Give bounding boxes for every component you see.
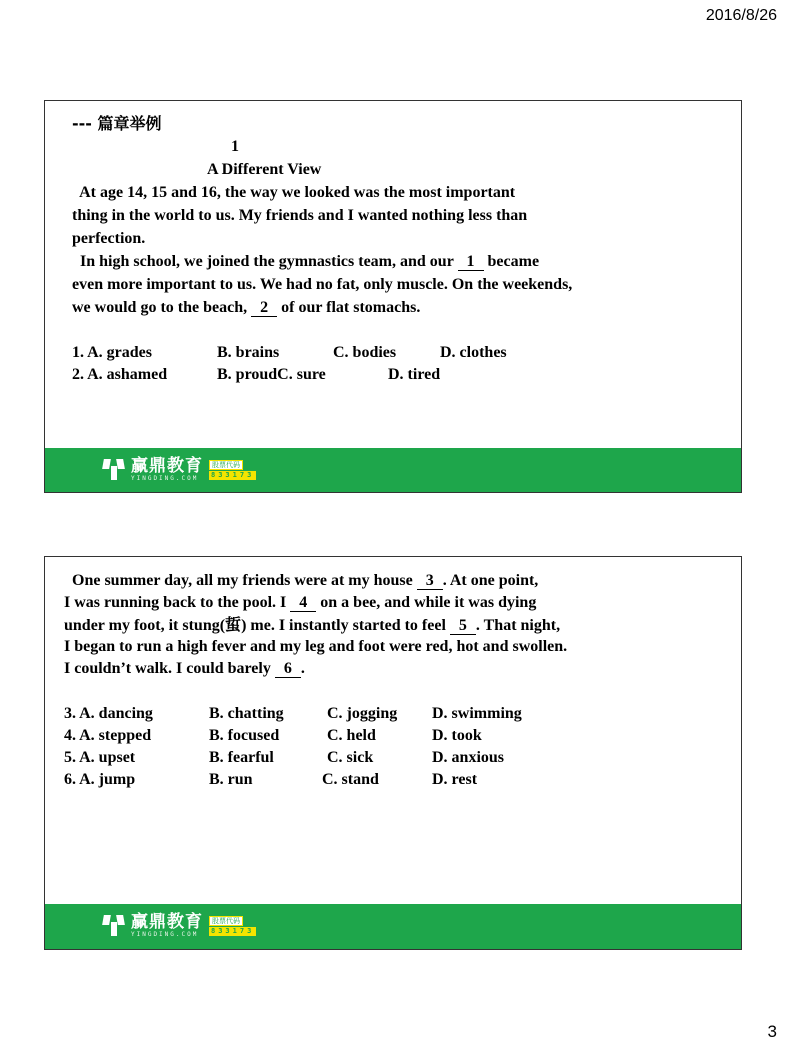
slide-footer-bar bbox=[45, 448, 741, 493]
option-5a: 5. A. upset bbox=[64, 749, 136, 766]
option-4c: C. held bbox=[327, 727, 376, 744]
passage-line: At age 14, 15 and 16, the way we looked was the most important bbox=[72, 184, 516, 201]
passage-title: A Different View bbox=[207, 161, 322, 178]
option-2d: D. tired bbox=[388, 366, 441, 383]
passage-line: I began to run a high fever and my leg and foot were red, hot and swollen. bbox=[64, 638, 568, 655]
text-segment: In high school, we joined the gymnastics team, and our bbox=[72, 253, 458, 270]
page-number: 3 bbox=[767, 1022, 777, 1041]
text-segment: under my foot, it stung( bbox=[64, 617, 226, 634]
text-segment: I couldn’t walk. I could barely bbox=[64, 660, 275, 677]
stock-code: 833173 bbox=[211, 471, 255, 479]
blank-6: 6 bbox=[275, 660, 301, 678]
option-4b: B. focused bbox=[209, 727, 280, 744]
blank-3: 3 bbox=[417, 572, 443, 590]
passage-line bbox=[64, 659, 305, 679]
slide-2 bbox=[44, 556, 742, 950]
text-segment: . bbox=[300, 660, 305, 677]
text-segment: became bbox=[483, 253, 540, 270]
option-3a: 3. A. dancing bbox=[64, 705, 153, 722]
date-stamp: 2016/8/26 bbox=[705, 7, 777, 24]
brand-name: 赢鼎教育 bbox=[131, 456, 203, 476]
option-6b: B. run bbox=[209, 771, 253, 788]
slide-footer-bar bbox=[45, 904, 741, 949]
text-segment: on a bee, and while it was dying bbox=[316, 594, 537, 611]
passage-line bbox=[72, 252, 539, 272]
stock-badge bbox=[209, 460, 256, 480]
text-segment: of our flat stomachs. bbox=[277, 299, 421, 316]
stock-label: 股票代码 bbox=[209, 460, 243, 470]
passage-line: perfection. bbox=[72, 230, 146, 247]
brand-url: YINGDING.COM bbox=[131, 931, 199, 938]
option-2a: 2. A. ashamed bbox=[72, 366, 168, 383]
text-segment: I was running back to the pool. I bbox=[64, 594, 291, 611]
brand-url: YINGDING.COM bbox=[131, 475, 199, 482]
stock-badge bbox=[209, 916, 256, 936]
option-5b: B. fearful bbox=[209, 749, 274, 766]
option-6c: C. stand bbox=[322, 771, 379, 788]
option-5d: D. anxious bbox=[432, 749, 505, 766]
option-6a: 6. A. jump bbox=[64, 771, 136, 788]
option-1b: B. brains bbox=[217, 344, 280, 361]
stock-code: 833173 bbox=[211, 927, 255, 935]
brand-logo bbox=[103, 913, 256, 941]
section-title: --- 篇章举例 bbox=[72, 114, 162, 133]
blank-4: 4 bbox=[290, 594, 316, 612]
option-1c: C. bodies bbox=[333, 344, 397, 361]
option-3c: C. jogging bbox=[327, 705, 398, 722]
passage-line: thing in the world to us. My friends and I wanted nothing less than bbox=[72, 207, 528, 224]
option-3b: B. chatting bbox=[209, 705, 284, 722]
option-4d: D. took bbox=[432, 727, 482, 744]
passage-line bbox=[64, 615, 560, 636]
passage-line bbox=[64, 571, 538, 591]
brand-name: 赢鼎教育 bbox=[131, 912, 203, 932]
option-1a: 1. A. grades bbox=[72, 344, 152, 361]
stock-label: 股票代码 bbox=[209, 916, 243, 926]
brand-logo bbox=[103, 457, 256, 485]
text-segment: we would go to the beach, bbox=[72, 299, 252, 316]
option-6d: D. rest bbox=[432, 771, 478, 788]
option-4a: 4. A. stepped bbox=[64, 727, 152, 744]
option-5c: C. sick bbox=[327, 749, 374, 766]
text-segment: ) me. I instantly started to feel bbox=[241, 617, 450, 634]
passage-number: 1 bbox=[231, 138, 239, 155]
chinese-gloss: 蜇 bbox=[225, 615, 242, 634]
text-segment: . That night, bbox=[475, 617, 561, 634]
blank-5: 5 bbox=[450, 617, 476, 635]
logo-mark-icon bbox=[103, 913, 125, 937]
option-2bc: B. proudC. sure bbox=[217, 366, 326, 383]
option-3d: D. swimming bbox=[432, 705, 522, 722]
logo-mark-icon bbox=[103, 457, 125, 481]
option-1d: D. clothes bbox=[440, 344, 507, 361]
passage-line bbox=[72, 298, 420, 318]
text-segment: One summer day, all my friends were at my house bbox=[64, 572, 417, 589]
blank-2: 2 bbox=[251, 299, 277, 317]
text-segment: . At one point, bbox=[442, 572, 539, 589]
slide-1 bbox=[44, 100, 742, 493]
passage-line: even more important to us. We had no fat, only muscle. On the weekends, bbox=[72, 276, 573, 293]
blank-1: 1 bbox=[458, 253, 484, 271]
passage-line bbox=[64, 593, 536, 613]
